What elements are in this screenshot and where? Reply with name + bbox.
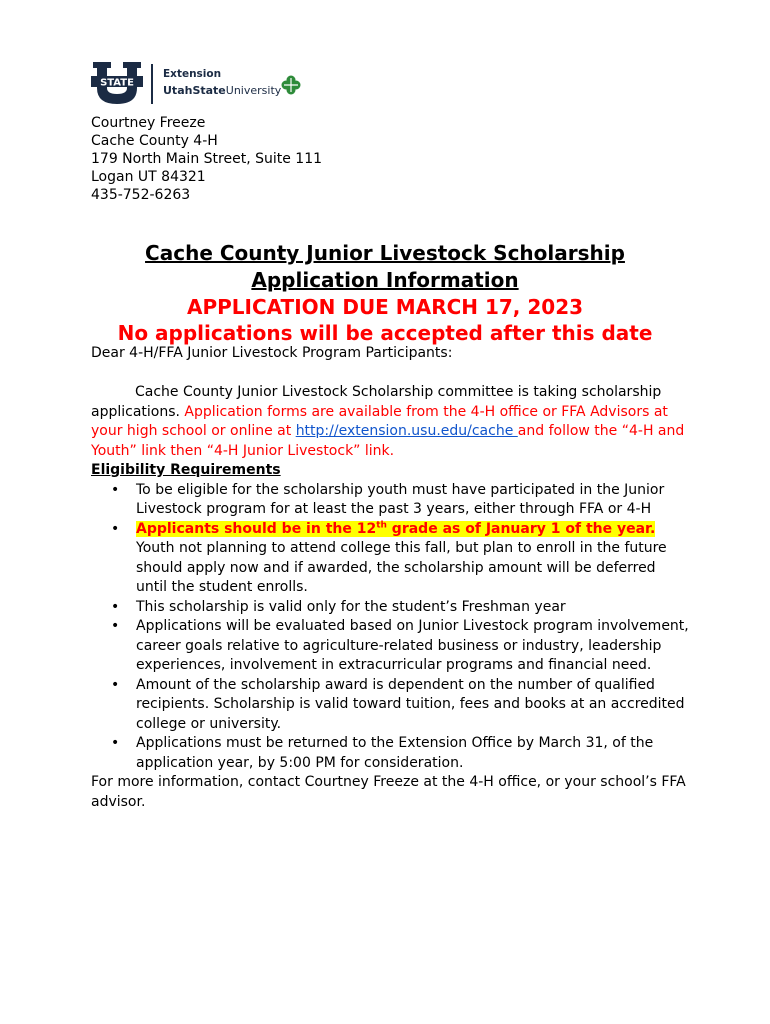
logo-extension-label: Extension <box>163 68 222 80</box>
eligibility-heading: Eligibility Requirements <box>91 462 281 478</box>
letter-body <box>91 344 691 812</box>
contact-office: Cache County 4-H <box>91 133 218 149</box>
list-item: • Applications will be evaluated based on Junior Livestock program involvement, career goals relative to agriculture-related business or industry, leadership experiences, involvement in extracurricular programs and financial need. <box>111 618 689 673</box>
document-title-block <box>91 240 679 346</box>
eligibility-list <box>91 481 691 774</box>
bullet-icon: • <box>111 676 120 693</box>
contact-street: 179 North Main Street, Suite 111 <box>91 151 323 167</box>
late-applications-notice: No applications will be accepted after this date <box>117 321 653 345</box>
bullet-icon: • <box>111 520 120 537</box>
due-date-notice: APPLICATION DUE MARCH 17, 2023 <box>186 295 584 319</box>
contact-city: Logan UT 84321 <box>91 169 206 185</box>
intro-navigation-text: and follow the “4-H and Youth” link then “4-H Junior Livestock” link. <box>91 423 685 459</box>
bullet-icon: • <box>111 735 120 751</box>
list-item: • Amount of the scholarship award is dependent on the number of qualified recipients. Scholarship is valid toward tuition, fees and books at an accredited college or university. <box>111 676 685 732</box>
title-line-2: Application Information <box>251 268 519 292</box>
logo-divider <box>151 64 153 104</box>
list-item: • To be eligible for the scholarship youth must have participated in the Junior Livestock program for at least the past 3 years, either through FFA or 4-H <box>111 481 665 517</box>
extension-website-link[interactable]: http://extension.usu.edu/cache <box>295 423 518 439</box>
intro-text: Cache County Junior Livestock Scholarship committee is taking scholarship applications. <box>91 384 662 420</box>
bullet-icon: • <box>111 481 120 498</box>
contact-name: Courtney Freeze <box>91 115 206 131</box>
contact-address <box>91 114 322 204</box>
intro-paragraph <box>91 383 691 461</box>
closing-paragraph: For more information, contact Courtney Freeze at the 4-H office, or your school’s FFA advisor. <box>91 774 686 810</box>
title-line-1: Cache County Junior Livestock Scholarship <box>145 241 625 265</box>
blank-line <box>91 364 691 384</box>
list-item: • Applicants should be in the 12th grade as of January 1 of the year. Youth not planning to attend college this fall, but plan to enroll in the future should apply now and if awarded, the scholarship amount will be deferred until the student enrolls. <box>111 519 667 595</box>
grade-requirement-highlight: Applicants should be in the 12th grade as of January 1 of the year. <box>136 519 656 537</box>
salutation: Dear 4-H/FFA Junior Livestock Program Participants: <box>91 345 453 361</box>
logo-university-label: UtahStateUniversity <box>163 84 282 97</box>
logo-state-text: STATE <box>100 77 134 89</box>
usu-extension-logo <box>91 62 321 106</box>
4h-clover-icon <box>281 75 301 95</box>
list-item: • This scholarship is valid only for the student’s Freshman year <box>91 598 691 618</box>
intro-forms-text: Application forms are available from the 4-H office or FFA Advisors at your high school or online at <box>91 403 668 439</box>
usu-block-u-icon <box>91 62 143 104</box>
bullet-icon: • <box>111 618 120 634</box>
contact-phone: 435-752-6263 <box>91 187 191 203</box>
bullet-icon: • <box>111 598 120 615</box>
list-item: • Applications must be returned to the Extension Office by March 31, of the application year, by 5:00 PM for consideration. <box>111 735 654 771</box>
